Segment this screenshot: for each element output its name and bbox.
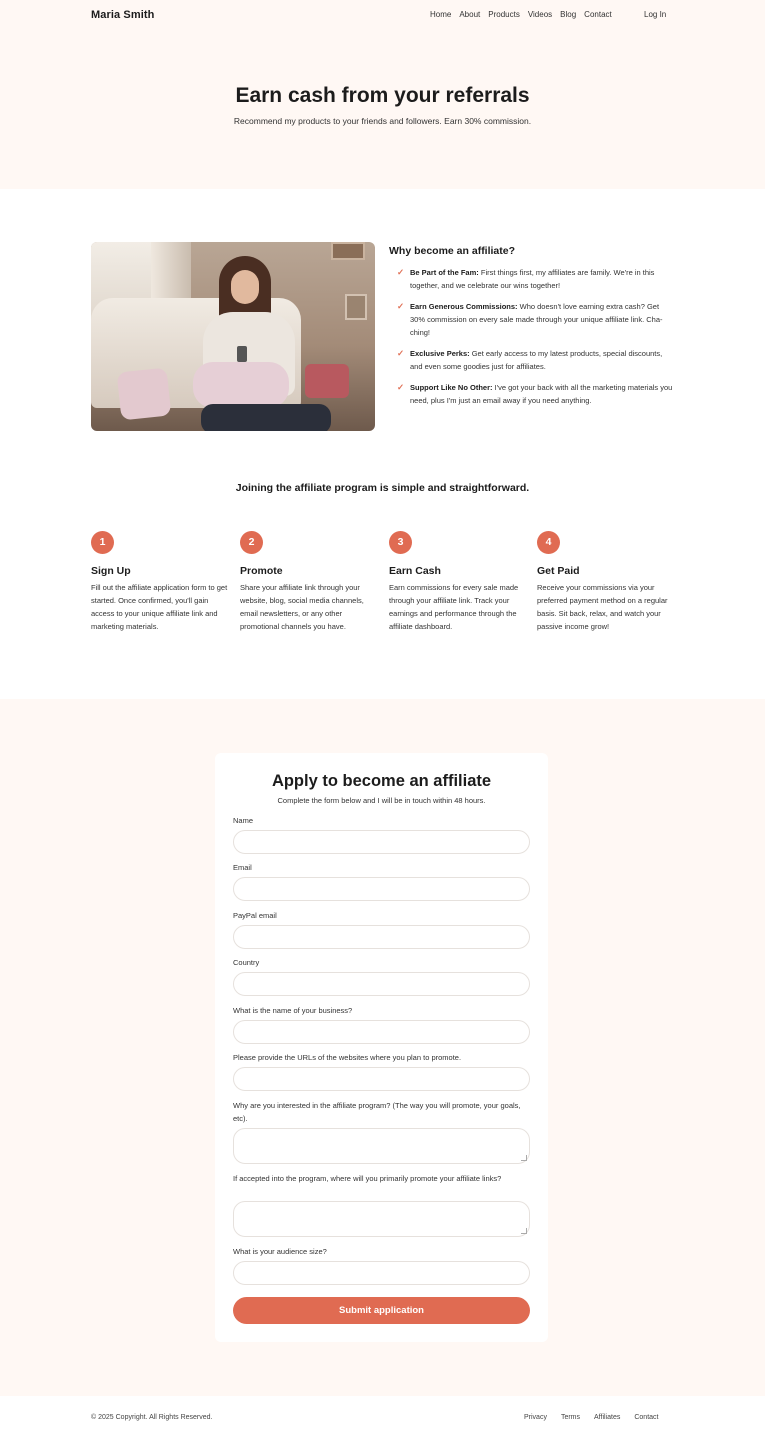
name-label: Name	[233, 816, 254, 825]
email-input[interactable]	[233, 877, 530, 901]
benefit-item	[397, 347, 675, 373]
steps-title: Joining the affiliate program is simple and straightforward.	[235, 482, 530, 494]
benefit-heading: Earn Generous Commissions:	[410, 302, 518, 311]
benefit-item	[397, 381, 675, 407]
audience-size-input[interactable]	[233, 1261, 530, 1285]
country-input[interactable]	[233, 972, 530, 996]
step-get-paid	[537, 531, 677, 633]
footer-link-contact[interactable]: Contact	[634, 1414, 659, 1421]
promotion-channel-textarea[interactable]	[233, 1201, 530, 1237]
hero-title: Earn cash from your referrals	[235, 84, 530, 107]
website-urls-label: Please provide the URLs of the websites where you plan to promote.	[233, 1053, 462, 1062]
hero-section	[0, 0, 765, 189]
step-description: Share your affiliate link through your website, blog, social media channels, email newsletters, or any other promotional channels you have.	[240, 583, 364, 631]
paypal-email-label: PayPal email	[233, 911, 277, 920]
step-sign-up	[91, 531, 231, 633]
why-title: Why become an affiliate?	[389, 245, 516, 257]
nav-products[interactable]: Products	[488, 10, 520, 19]
business-name-label: What is the name of your business?	[233, 1006, 353, 1015]
copyright-text: © 2025 Copyright. All Rights Reserved.	[91, 1414, 213, 1421]
benefits-list	[397, 266, 675, 415]
step-earn-cash	[389, 531, 529, 633]
benefit-text: Get early access to my latest products, special discounts, and even some goodies just for affiliates.	[410, 349, 663, 371]
benefit-item	[397, 300, 675, 339]
benefit-heading: Be Part of the Fam:	[410, 268, 479, 277]
step-number: 1	[91, 531, 114, 554]
country-label: Country	[233, 958, 260, 967]
step-title: Sign Up	[91, 565, 131, 577]
step-number: 4	[537, 531, 560, 554]
interest-reason-label: Why are you interested in the affiliate program? (The way you will promote, your goals, etc).	[233, 1101, 521, 1123]
nav-contact[interactable]: Contact	[584, 10, 612, 19]
step-description: Fill out the affiliate application form to get started. Once confirmed, you'll gain access to your unique affiliate link and marketing materials.	[91, 583, 228, 631]
hero-subtitle: Recommend my products to your friends and followers. Earn 30% commission.	[233, 116, 532, 126]
nav-about[interactable]: About	[459, 10, 481, 19]
check-icon: ✓	[397, 267, 405, 277]
benefit-text: First things first, my affiliates are family. We're in this together, and we celebrate our wins together!	[410, 268, 655, 290]
benefit-text: Who doesn't love earning extra cash? Get 30% commission on every sale made through your unique affiliate link. Cha-ching!	[410, 302, 663, 337]
step-number: 2	[240, 531, 263, 554]
audience-size-label: What is your audience size?	[233, 1247, 327, 1256]
step-title: Promote	[240, 565, 283, 577]
step-title: Earn Cash	[389, 565, 441, 577]
benefit-heading: Support Like No Other:	[410, 383, 493, 392]
business-name-input[interactable]	[233, 1020, 530, 1044]
promotion-channel-label: If accepted into the program, where will you primarily promote your affiliate links?	[233, 1174, 502, 1183]
benefit-heading: Exclusive Perks:	[410, 349, 470, 358]
affiliate-photo	[91, 242, 375, 431]
footer-links	[524, 1414, 672, 1421]
footer-link-privacy[interactable]: Privacy	[524, 1414, 547, 1421]
nav-home[interactable]: Home	[430, 10, 452, 19]
benefit-item	[397, 266, 675, 292]
paypal-email-input[interactable]	[233, 925, 530, 949]
check-icon: ✓	[397, 348, 405, 358]
brand-name[interactable]: Maria Smith	[91, 9, 155, 21]
website-urls-input[interactable]	[233, 1067, 530, 1091]
interest-reason-textarea[interactable]	[233, 1128, 530, 1164]
step-description: Earn commissions for every sale made through your affiliate link. Track your earnings and performance through the affiliate dashboard.	[389, 583, 519, 631]
step-description: Receive your commissions via your preferred payment method on a regular basis. Sit back, relax, and watch your passive income grow!	[537, 583, 668, 631]
footer-link-terms[interactable]: Terms	[560, 1414, 581, 1421]
step-promote	[240, 531, 380, 633]
nav-videos[interactable]: Videos	[527, 10, 553, 19]
check-icon: ✓	[397, 382, 405, 392]
main-nav	[430, 10, 620, 19]
check-icon: ✓	[397, 301, 405, 311]
step-number: 3	[389, 531, 412, 554]
step-title: Get Paid	[537, 565, 580, 577]
login-link[interactable]: Log In	[644, 10, 667, 19]
name-input[interactable]	[233, 830, 530, 854]
nav-blog[interactable]: Blog	[560, 10, 577, 19]
form-subtitle: Complete the form below and I will be in touch within 48 hours.	[277, 796, 486, 805]
submit-application-button[interactable]: Submit application	[233, 1297, 530, 1324]
benefit-text: I've got your back with all the marketing materials you need, plus I'm just an email away if you need anything.	[410, 383, 673, 405]
email-label: Email	[233, 863, 252, 872]
footer-link-affiliates[interactable]: Affiliates	[594, 1414, 621, 1421]
form-title: Apply to become an affiliate	[271, 772, 492, 790]
